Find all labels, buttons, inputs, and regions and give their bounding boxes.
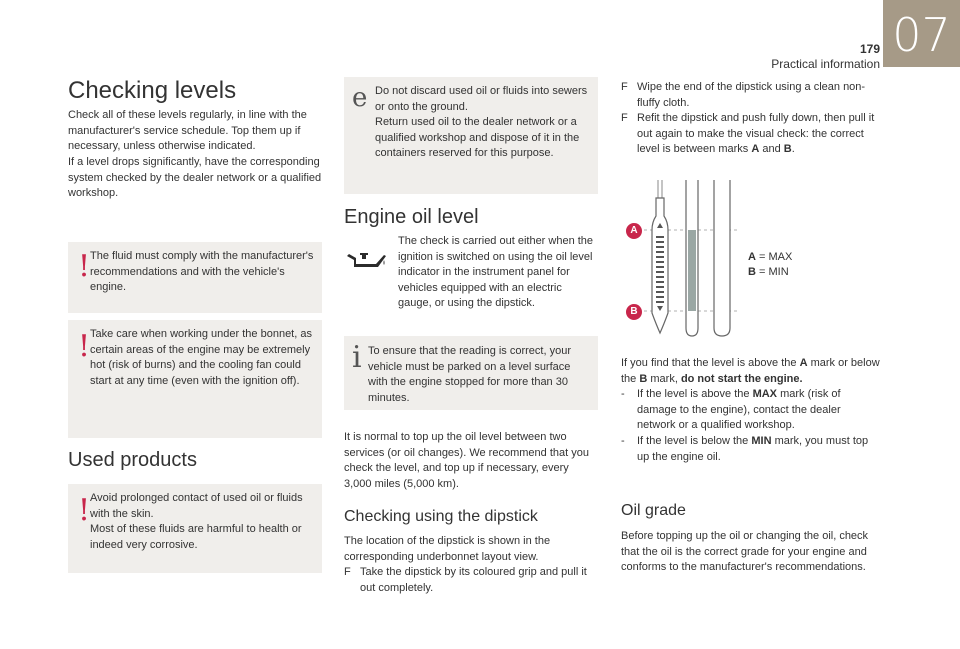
dipstick-step-3 [621, 111, 879, 158]
mark-b: B [783, 143, 792, 155]
oil-grade-title: Oil grade [621, 502, 686, 519]
warning-box-used-products [68, 484, 322, 573]
dipstick-location: The location of the dipstick is shown in the corresponding underbonnet layout view. [344, 535, 551, 563]
used-products-title: Used products [68, 449, 197, 471]
legend-a-letter: A [748, 251, 756, 263]
level-result-b: mark or below the [621, 357, 880, 385]
dipstick-step-2 [621, 80, 879, 111]
do-not-start: do not start the engine. [680, 372, 803, 385]
legend-min [748, 265, 789, 281]
max-label: MAX [752, 388, 778, 400]
level-result-mark-b: B [639, 372, 648, 385]
level-above-a: If the level is above the [637, 388, 753, 400]
legend-a-text: = MAX [755, 251, 793, 263]
info-icon: i [352, 340, 362, 375]
dash-glyph: - [621, 435, 625, 447]
running-head: Practical information [771, 57, 880, 71]
bullet-glyph: F [621, 81, 628, 93]
marker-b: B [626, 304, 642, 320]
warning-icon: ! [78, 493, 91, 528]
level-above-item [621, 387, 879, 434]
level-above-b: mark (risk of damage to the engine), contact the dealer network or a qualified workshop. [637, 388, 841, 431]
legend-b-letter: B [748, 266, 756, 278]
warning-icon: ! [78, 249, 91, 284]
warning-box-bonnet [68, 320, 322, 438]
dipstick-step-1 [344, 565, 598, 596]
engine-oil-title: Engine oil level [344, 206, 479, 228]
info-box [344, 336, 598, 410]
dash-glyph: - [621, 388, 625, 400]
level-result-a: If you find that the level is above the [621, 357, 800, 369]
level-result-c: mark, [647, 372, 681, 385]
oil-grade-text: Before topping up the oil or changing the oil, check that the oil is the correct grade for your engine and conforms to the manufacturer's recommendations. [621, 530, 869, 573]
used-products-line-2: Most of these fluids are harmful to health or indeed very corrosive. [90, 523, 302, 551]
dipstick-title: Checking using the dipstick [344, 508, 538, 525]
period: . [791, 143, 795, 155]
legend-max [748, 250, 792, 266]
environment-icon: e [352, 83, 368, 113]
bullet-glyph: F [621, 112, 628, 124]
environment-line-1: Do not discard used oil or fluids into sewers or onto the ground. [375, 85, 588, 113]
mark-a: A [751, 143, 760, 155]
level-below-b: mark, you must top up the engine oil. [637, 435, 869, 463]
engine-oil-text: The check is carried out either when the ignition is switched on using the oil level indicator in the instrument panel for vehicles equipped with an electric gauge, or using the dipstick. [398, 235, 594, 309]
dipstick-step-2-text: Wipe the end of the dipstick using a clean non-fluffy cloth. [637, 81, 866, 109]
page-number: 179 [859, 42, 880, 56]
topup-text: It is normal to top up the oil level between two services (or oil changes). We recommend that you check the level, and top up if necessary, every 3,000 miles (5,000 km). [344, 431, 589, 490]
marker-a: A [626, 223, 642, 239]
chapter-tab: 07 [883, 0, 960, 67]
bullet-glyph: F [344, 566, 351, 578]
warning-bonnet-text: Take care when working under the bonnet, as certain areas of the engine may be extremely hot (risk of burns) and the cooling fan could start at any time (even with the ignition off). [90, 328, 312, 387]
checking-intro-2: If a level drops significantly, have the corresponding system checked by the dealer network or a qualified workshop. [68, 156, 322, 199]
environment-line-2: Return used oil to the dealer network or a qualified workshop and dispose of it in the containers reserved for this purpose. [375, 116, 580, 159]
used-products-line-1: Avoid prolonged contact of used oil or fluids with the skin. [90, 492, 303, 520]
dipstick-step-1-text: Take the dipstick by its coloured grip and pull it out completely. [360, 566, 587, 594]
level-result-text [621, 356, 881, 387]
level-below-a: If the level is below the [637, 435, 752, 447]
level-result-mark-a: A [799, 357, 808, 369]
dipstick-step-3-text: Refit the dipstick and push fully down, then pull it out again to make the visual check: the correct level is between marks [637, 112, 875, 155]
min-label: MIN [751, 435, 772, 447]
environment-box [344, 77, 598, 194]
level-below-item [621, 434, 879, 465]
checking-intro: Check all of these levels regularly, in line with the manufacturer's service schedule. Top them up if necessary, unless otherwise indicated. [68, 109, 307, 152]
warning-icon: ! [78, 329, 91, 364]
warning-box-fluid [68, 242, 322, 313]
warning-fluid-text: The fluid must comply with the manufacturer's recommendations and with the vehicle's engine. [90, 250, 314, 293]
info-text: To ensure that the reading is correct, your vehicle must be parked on a level surface with the engine stopped for more than 30 minutes. [368, 345, 571, 404]
oil-can-icon [346, 246, 388, 272]
checking-levels-title: Checking levels [68, 77, 237, 104]
and-text: and [759, 143, 784, 155]
legend-b-text: = MIN [755, 266, 789, 278]
